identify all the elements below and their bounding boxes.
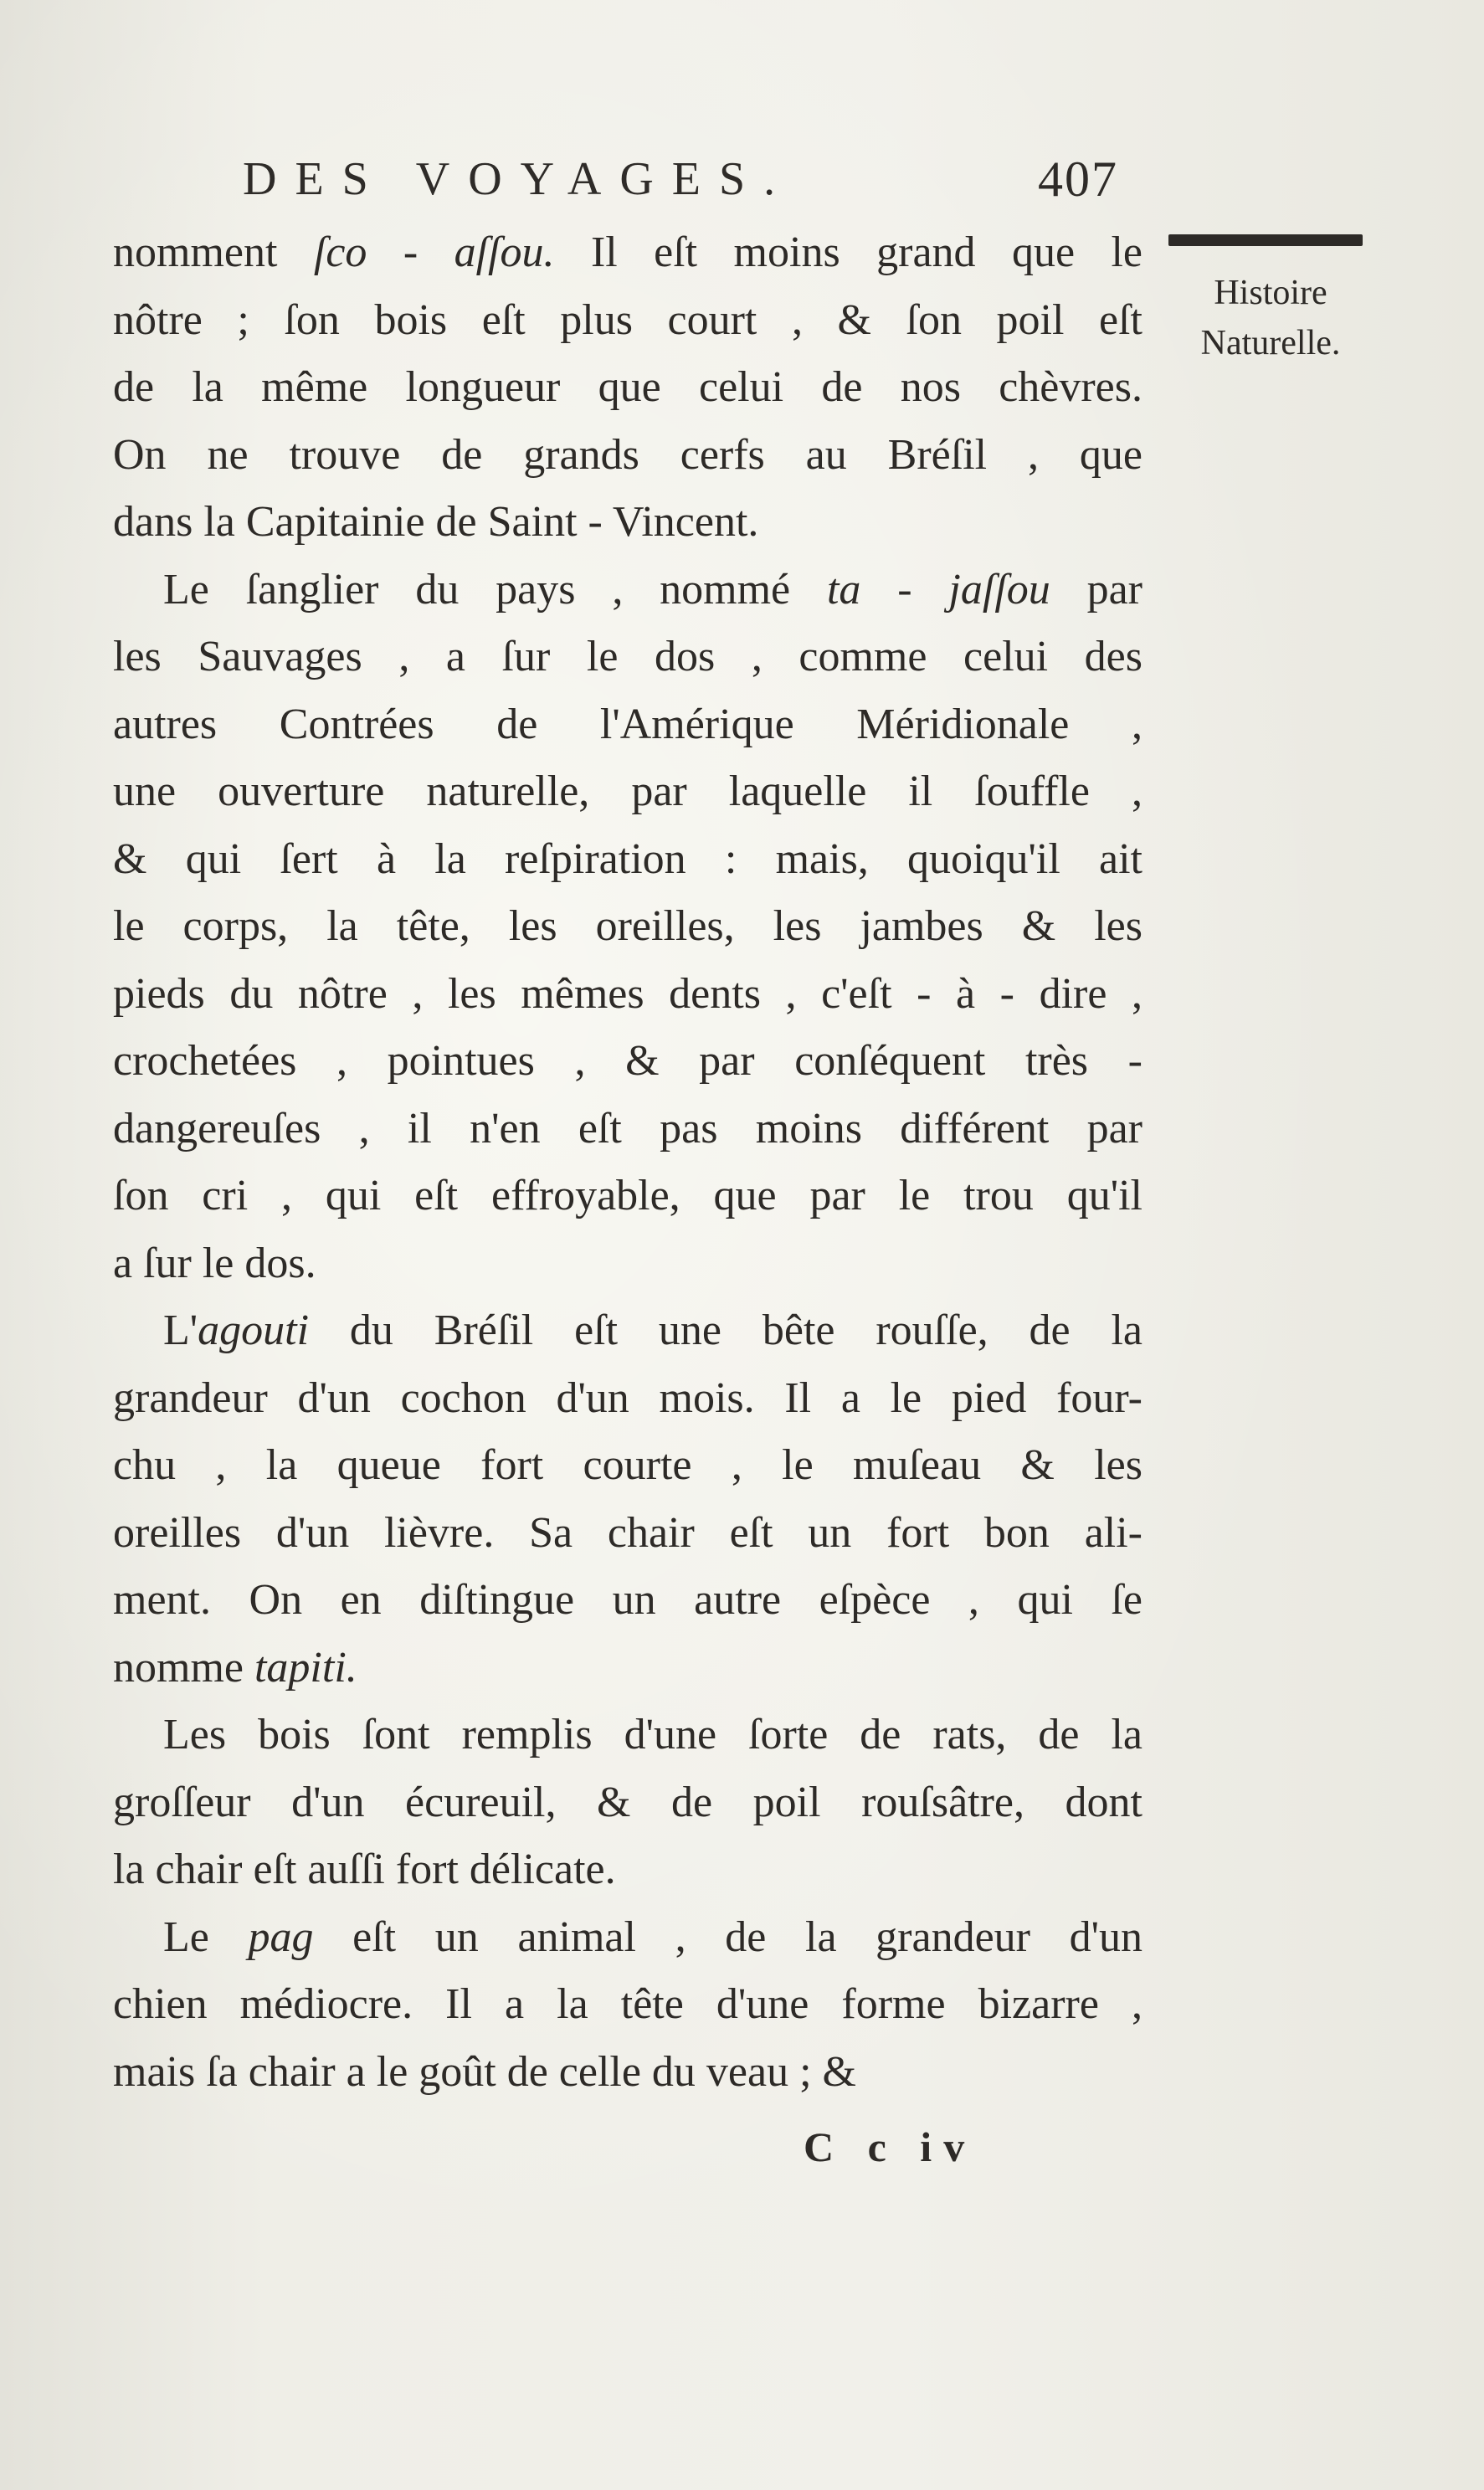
text-line (113, 758, 1143, 826)
italic-term: ſco - aſſou. (313, 228, 555, 276)
text-segment: Il eſt moins grand que le (554, 228, 1143, 276)
body-text (113, 219, 1143, 2106)
text-segment: nôtre ; ſon bois eſt plus court , & ſon poil eſt (113, 295, 1143, 344)
text-segment: mais ſa chair a le goût de celle du veau ; & (113, 2047, 856, 2096)
text-line (113, 354, 1143, 422)
text-line (113, 691, 1143, 759)
text-segment: autres Contrées de l'Amérique Méridionale , (113, 700, 1143, 748)
text-segment: pieds du nôtre , les mêmes dents , c'eſt - à - dire , (113, 969, 1143, 1018)
text-line (113, 2039, 1143, 2107)
italic-term: ta - jaſſou (826, 565, 1050, 614)
text-segment: nomme (113, 1643, 254, 1692)
text-segment: ment. On en diſtingue un autre eſpèce , qui ſe (113, 1576, 1143, 1624)
text-line (113, 1500, 1143, 1568)
italic-term: agouti (198, 1307, 310, 1354)
text-line (113, 1365, 1143, 1433)
text-line (113, 1635, 1143, 1702)
text-segment: Les bois ſont remplis d'une ſorte de rats, de la (163, 1711, 1143, 1758)
text-line (113, 1297, 1143, 1365)
text-segment: chu , la queue fort courte , le muſeau & les (113, 1441, 1143, 1489)
text-line (113, 557, 1143, 624)
text-line (113, 826, 1143, 894)
margin-note-line-1: Histoire (1214, 274, 1327, 312)
text-segment: ſon cri , qui eſt effroyable, que par le trou qu'il (113, 1172, 1143, 1219)
text-line (113, 1028, 1143, 1096)
margin-rule (1168, 234, 1363, 246)
text-segment: Le ſanglier du pays , nommé (163, 565, 827, 614)
page-header (243, 152, 1147, 219)
text-segment: oreilles d'un lièvre. Sa chair eſt un fort bon ali- (113, 1508, 1143, 1557)
text-line (113, 961, 1143, 1029)
text-segment: une ouverture naturelle, par laquelle il ſouffle , (113, 768, 1143, 815)
text-segment: de la même longueur que celui de nos chèvres. (113, 363, 1143, 411)
text-segment: les Sauvages , a ſur le dos , comme celui des (113, 633, 1143, 680)
text-line (113, 1230, 1143, 1298)
margin-note (1153, 234, 1388, 368)
text-line (113, 1702, 1143, 1769)
text-line (113, 1904, 1143, 1972)
text-line (113, 1769, 1143, 1837)
text-segment: du Bréſil eſt une bête rouſſe, de la (309, 1307, 1143, 1354)
text-segment: chien médiocre. Il a la tête d'une forme bizarre , (113, 1980, 1143, 2028)
text-segment: nomment (113, 228, 314, 276)
text-line (113, 624, 1143, 691)
text-line (113, 1163, 1143, 1230)
signature-mark: C c iv (804, 2123, 977, 2170)
text-line (113, 489, 1143, 557)
text-segment: le corps, la tête, les oreilles, les jambes & les (113, 902, 1143, 950)
text-segment: a ſur le dos. (113, 1239, 316, 1287)
text-line (113, 1096, 1143, 1163)
text-segment: grandeur d'un cochon d'un mois. Il a le pied four- (113, 1373, 1143, 1422)
text-line (113, 1971, 1143, 2039)
text-line (113, 1836, 1143, 1904)
text-line (113, 1567, 1143, 1635)
italic-term: pag (248, 1912, 314, 1961)
text-line (113, 1432, 1143, 1500)
text-line (113, 893, 1143, 961)
text-line (113, 422, 1143, 490)
running-head: DES VOYAGES. (243, 153, 794, 205)
italic-term: tapiti. (254, 1643, 357, 1692)
text-segment: & qui ſert à la reſpiration : mais, quoiqu'il ait (113, 834, 1143, 883)
text-segment: eſt un animal , de la grandeur d'un (313, 1912, 1143, 1961)
text-segment: L' (163, 1307, 198, 1354)
text-segment: dangereuſes , il n'en eſt pas moins différent par (113, 1104, 1143, 1153)
text-segment: groſſeur d'un écureuil, & de poil rouſsâtre, dont (113, 1778, 1143, 1826)
text-segment: par (1050, 565, 1143, 614)
margin-note-line-2: Naturelle. (1200, 324, 1341, 362)
text-line (113, 287, 1143, 355)
text-line (113, 219, 1143, 287)
text-segment: la chair eſt auſſi fort délicate. (113, 1846, 616, 1893)
text-segment: On ne trouve de grands cerfs au Bréſil , que (113, 430, 1143, 479)
text-segment: dans la Capitainie de Saint - Vincent. (113, 498, 759, 546)
text-segment: Le (163, 1912, 249, 1961)
page-number: 407 (1038, 151, 1118, 207)
text-segment: crochetées , pointues , & par conſéquent très - (113, 1037, 1143, 1085)
